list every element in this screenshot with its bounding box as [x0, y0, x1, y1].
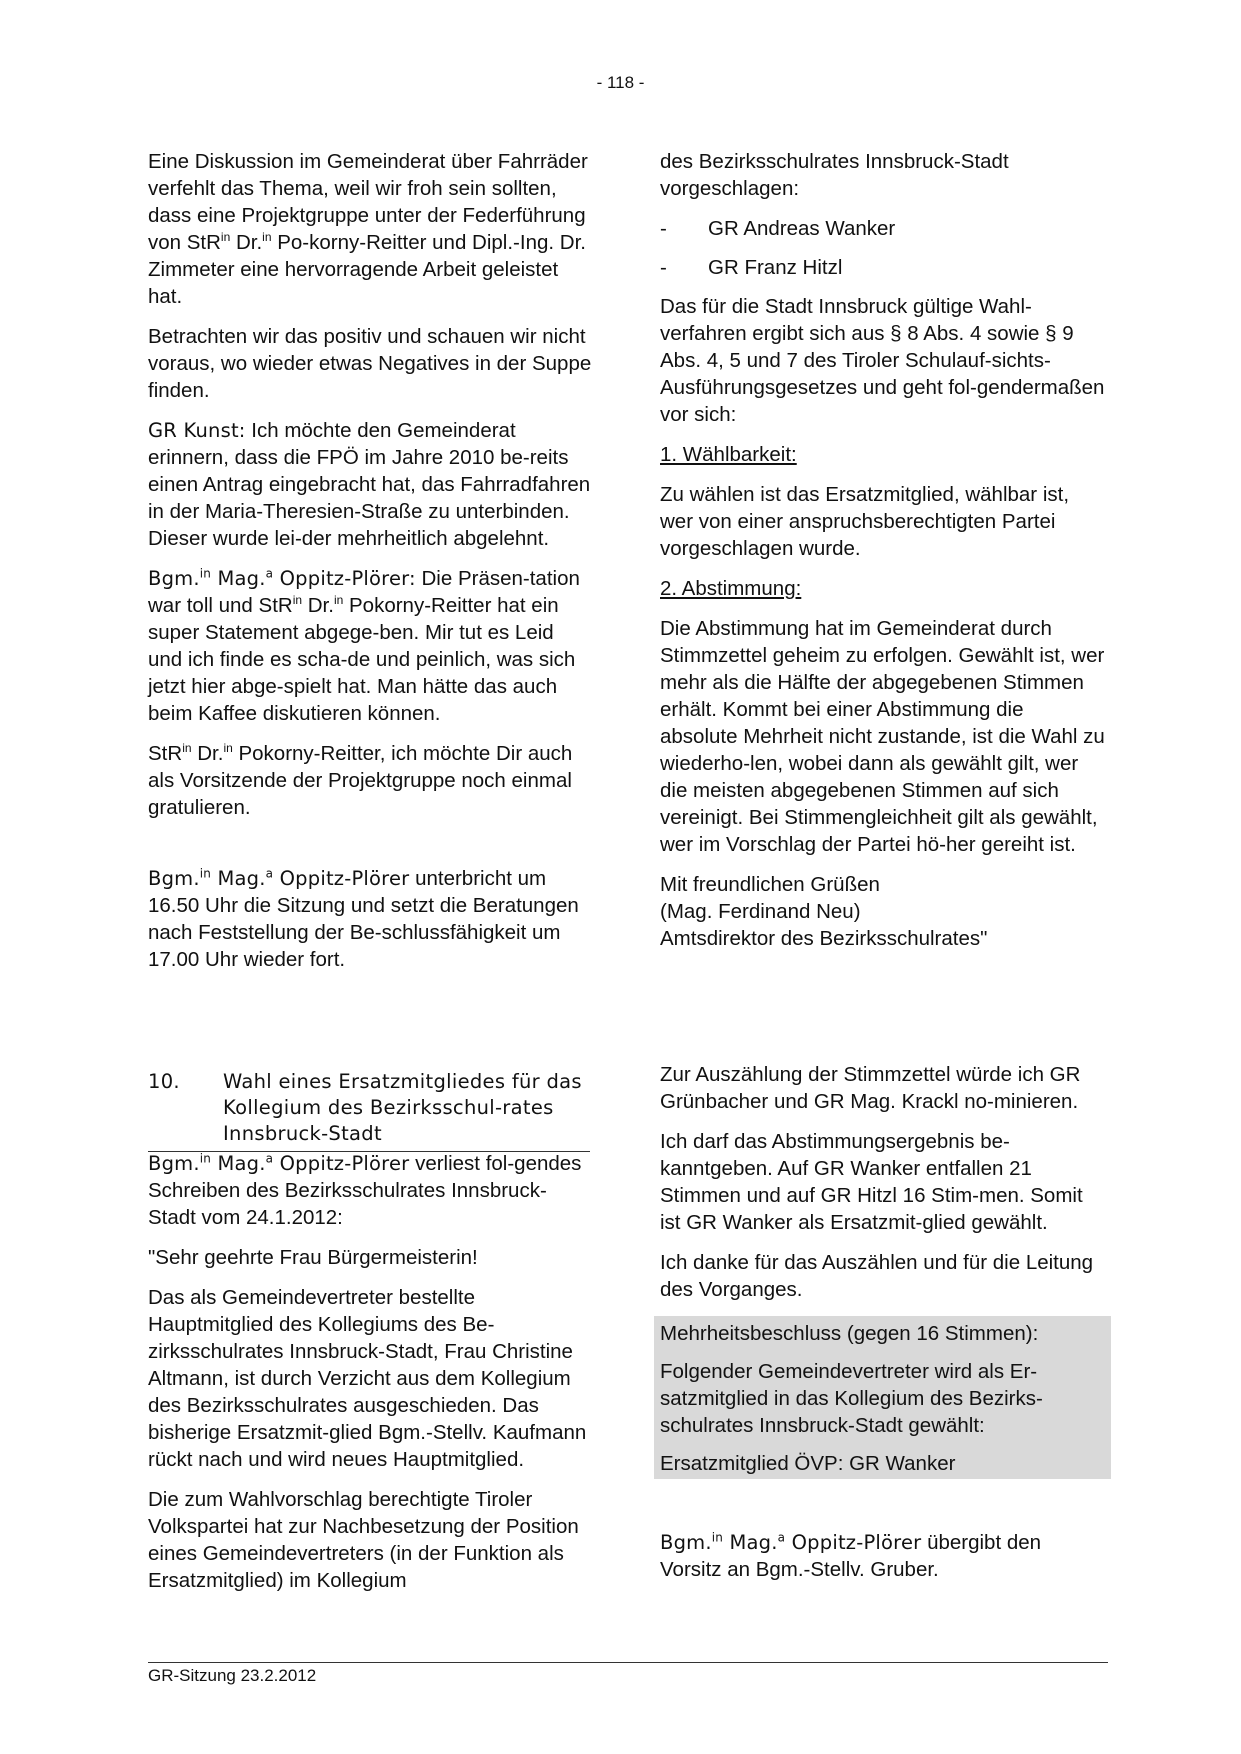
paragraph: Die zum Wahlvorschlag berechtigte Tiroler Volkspartei hat zur Nachbesetzung der Position eines Gemeindevertreters (in der Funktion als Ersatzmitglied) im Kollegium	[148, 1488, 579, 1592]
speaker-name: Bgm.$^{in}$ Mag.$^a$ Oppitz-Plörer	[660, 1530, 922, 1554]
list-item: - GR Franz Hitzl	[660, 256, 843, 279]
paragraph: Bgm.$^{in}$ Mag.$^a$ Oppitz-Plörer unterbricht um 16.50 Uhr die Sitzung und setzt die Beratungen nach Feststellung der Be-schlussfähigkeit um 17.00 Uhr wieder fort.	[148, 866, 579, 971]
resolution-result: Ersatzmitglied ÖVP: GR Wanker	[660, 1452, 956, 1475]
agenda-item-heading	[148, 1069, 590, 1152]
speaker-name: Bgm.$^{in}$ Mag.$^a$ Oppitz-Plörer:	[148, 566, 416, 590]
resolution-text: Folgender Gemeindevertreter wird als Er-satzmitglied in das Kollegium des Bezirks-schulrates Innsbruck-Stadt gewählt:	[660, 1360, 1043, 1437]
right-column-bottom	[660, 1061, 1105, 1596]
paragraph: Die Abstimmung hat im Gemeinderat durch Stimmzettel geheim zu erfolgen. Gewählt ist, wer mehr als die Hälfte der abgegebenen Stimmen erhält. Kommt bei einer Abstimmung die absolute Mehrheit nicht zustande, ist die Wahl zu wiederho-len, wobei dann als gewählt gilt, wer die meisten abgegebenen Stimmen auf sich vereinigt. Bei Stimmengleichheit gilt als gewählt, wer im Vorschlag der Partei hö-her gereiht ist.	[660, 617, 1105, 856]
paragraph: Zu wählen ist das Ersatzmitglied, wählbar ist, wer von einer anspruchsberechtigten Partei vorgeschlagen wurde.	[660, 483, 1070, 560]
resolution-box	[654, 1316, 1111, 1479]
footer-divider	[148, 1662, 1108, 1663]
paragraph: Das für die Stadt Innsbruck gültige Wahl-verfahren ergibt sich aus § 8 Abs. 4 sowie § 9 Abs. 4, 5 und 7 des Tiroler Schulauf-sichts-Ausführungsgesetzes und geht fol-gendermaßen vor sich:	[660, 295, 1105, 426]
agenda-title: Wahl eines Ersatzmitgliedes für das Kollegium des Bezirksschul-rates Innsbruck-Stadt	[223, 1070, 582, 1145]
closing: Mit freundlichen Grüßen (Mag. Ferdinand Neu) Amtsdirektor des Bezirksschulrates"	[660, 873, 988, 950]
paragraph: Eine Diskussion im Gemeinderat über Fahrräder verfehlt das Thema, weil wir froh sein sollten, dass eine Projektgruppe unter der Federführung von StR$^{in}$ Dr.$^{in}$ Po-korny-Reitter und Dipl.-Ing. Dr. Zimmeter eine hervorragende Arbeit geleistet hat.	[148, 150, 588, 308]
left-column-top	[148, 148, 593, 986]
paragraph: Bgm.$^{in}$ Mag.$^a$ Oppitz-Plörer übergibt den Vorsitz an Bgm.-Stellv. Gruber.	[660, 1530, 1042, 1581]
paragraph: Zur Auszählung der Stimmzettel würde ich GR Grünbacher und GR Mag. Krackl no-minieren.	[660, 1063, 1081, 1113]
resolution-title: Mehrheitsbeschluss (gegen 16 Stimmen):	[660, 1322, 1039, 1345]
paragraph: "Sehr geehrte Frau Bürgermeisterin!	[148, 1246, 478, 1269]
paragraph: Ich darf das Abstimmungsergebnis be-kanntgeben. Auf GR Wanker entfallen 21 Stimmen und auf GR Hitzl 16 Stim-men. Somit ist GR Wanker als Ersatzmit-glied gewählt.	[660, 1130, 1083, 1234]
speaker-name: Bgm.$^{in}$ Mag.$^a$ Oppitz-Plörer	[148, 866, 410, 890]
left-column-bottom	[148, 1150, 593, 1607]
paragraph: Bgm.$^{in}$ Mag.$^a$ Oppitz-Plörer verliest fol-gendes Schreiben des Bezirksschulrates Innsbruck-Stadt vom 24.1.2012:	[148, 1151, 582, 1229]
agenda-number: 10.	[148, 1070, 180, 1093]
paragraph: Das als Gemeindevertreter bestellte Hauptmitglied des Kollegiums des Be-zirksschulrates Innsbruck-Stadt, Frau Christine Altmann, ist durch Verzicht aus dem Kollegium des Bezirksschulrates ausgeschieden. Das bisherige Ersatzmit-glied Bgm.-Stellv. Kaufmann rückt nach und wird neues Hauptmitglied.	[148, 1286, 587, 1471]
list-item: - GR Andreas Wanker	[660, 217, 896, 240]
page-number: - 118 -	[596, 73, 645, 92]
section-heading: 2. Abstimmung:	[660, 577, 802, 600]
paragraph: GR Kunst: Ich möchte den Gemeinderat erinnern, dass die FPÖ im Jahre 2010 be-reits einen Antrag eingebracht hat, das Fahrradfahren in der Maria-Theresien-Straße zu unterbinden. Dieser wurde lei-der mehrheitlich abgelehnt.	[148, 419, 591, 550]
paragraph: Betrachten wir das positiv und schauen wir nicht voraus, wo wieder etwas Negatives in der Suppe finden.	[148, 325, 592, 402]
paragraph: StR$^{in}$ Dr.$^{in}$ Pokorny-Reitter, ich möchte Dir auch als Vorsitzende der Projektgruppe noch einmal gratulieren.	[148, 741, 573, 819]
footer-text: GR-Sitzung 23.2.2012	[148, 1666, 317, 1685]
speaker-name: Bgm.$^{in}$ Mag.$^a$ Oppitz-Plörer	[148, 1151, 410, 1175]
paragraph: des Bezirksschulrates Innsbruck-Stadt vorgeschlagen:	[660, 150, 1009, 200]
section-heading: 1. Wählbarkeit:	[660, 443, 797, 466]
paragraph: Ich danke für das Auszählen und für die Leitung des Vorganges.	[660, 1251, 1094, 1301]
paragraph: Bgm.$^{in}$ Mag.$^a$ Oppitz-Plörer: Die Präsen-tation war toll und StR$^{in}$ Dr.$^{in}$ Pokorny-Reitter hat ein super Statement abgege-ben. Mir tut es Leid und ich finde es scha-de und peinlich, was sich jetzt hier abge-spielt hat. Man hätte das auch beim Kaffee diskutieren können.	[148, 566, 580, 725]
speaker-name: GR Kunst:	[148, 419, 246, 442]
right-column-top	[660, 148, 1105, 952]
